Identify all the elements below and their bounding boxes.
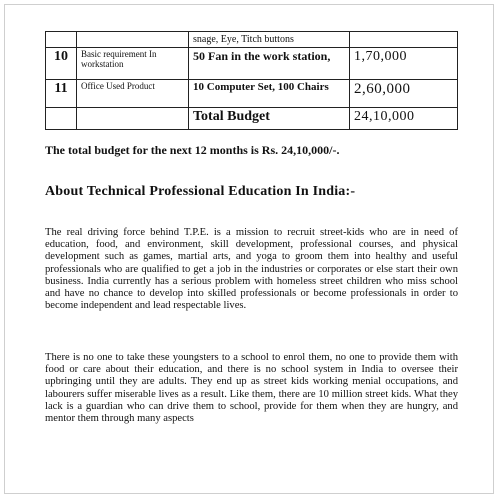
- section-heading: About Technical Professional Education In India:-: [45, 184, 356, 199]
- budget-table: [45, 31, 458, 130]
- table-row: [46, 80, 458, 108]
- body-paragraph: There is no one to take these youngsters to a school to enrol them, no one to provide them with food or care about their education, and there is no school system in India to oversee their upbringing until they are adults. They end up as street kids working menial occupations, and labourers suffer miserable lives as a result. Like them, there are 10 million street kids. What they lack is a guardian who can drive them to school, provide for them when they are hungry, and mentor them through many aspects: [45, 352, 458, 425]
- row-details: snage, Eye, Titch buttons: [189, 32, 350, 48]
- total-row-number: [46, 108, 77, 130]
- budget-note: The total budget for the next 12 months is Rs. 24,10,000/-.: [45, 143, 340, 157]
- row-details: 10 Computer Set, 100 Chairs: [189, 80, 350, 108]
- row-item: [77, 32, 189, 48]
- row-number: 10: [46, 48, 77, 80]
- row-amount: 1,70,000: [350, 48, 458, 80]
- total-row-item: [77, 108, 189, 130]
- row-amount: [350, 32, 458, 48]
- table-row: [46, 108, 458, 130]
- table-row: [46, 32, 458, 48]
- row-item: Basic requirement In workstation: [77, 48, 189, 80]
- row-amount: 2,60,000: [350, 80, 458, 108]
- total-label: Total Budget: [189, 108, 350, 130]
- table-row: [46, 48, 458, 80]
- row-number: 11: [46, 80, 77, 108]
- body-paragraph: The real driving force behind T.P.E. is a mission to recruit street-kids who are in need of education, food, and environment, skill development, professional courses, and physical development such as games, martial arts, and yoga to groom them into healthy and useful professionals who are qualified to get a job in the industries or corporates or else start their own business. India currently has a serious problem with homeless street children who miss school and have no chance to develop into skilled professionals or become professionals in order to become independent and lead respectable lives.: [45, 227, 458, 312]
- row-item: Office Used Product: [77, 80, 189, 108]
- total-amount: 24,10,000: [350, 108, 458, 130]
- row-number: [46, 32, 77, 48]
- row-details: 50 Fan in the work station,: [189, 48, 350, 80]
